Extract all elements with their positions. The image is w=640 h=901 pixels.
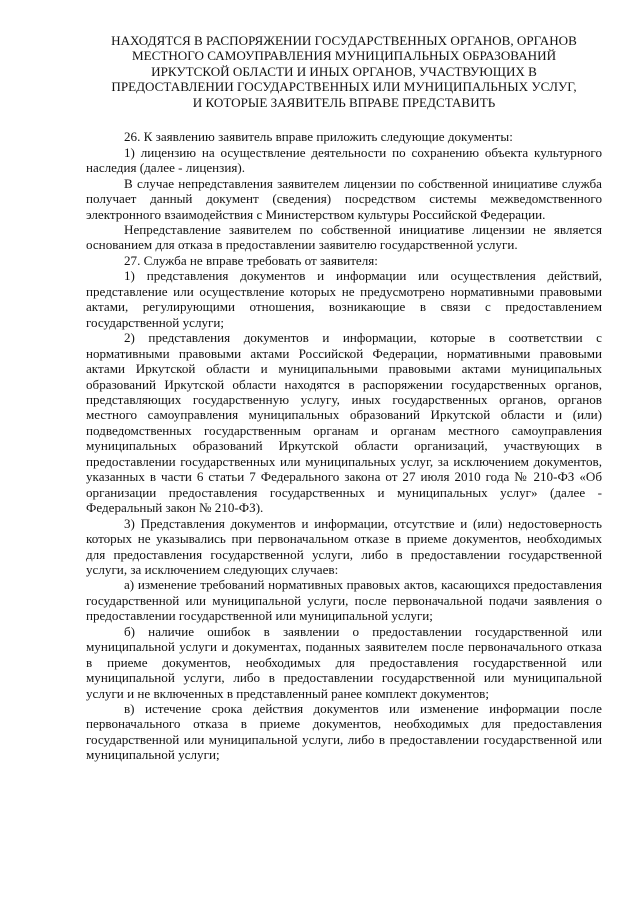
paragraph-non-submission: Непредставление заявителем по собственной инициативе лицензии не является основанием для отказа в предоставлении заявителю государственной услуги. (86, 221, 602, 253)
paragraph-26: 26. К заявлению заявитель вправе приложить следующие документы: (124, 129, 513, 145)
section-heading (86, 33, 602, 110)
paragraph-license-request: В случае непредставления заявителем лицензии по собственной инициативе служба получает данный документ (сведения) посредством системы межведомственного электронного взаимодействия с Министерством культуры Российской Федерации. (86, 175, 602, 222)
heading-line: НАХОДЯТСЯ В РАСПОРЯЖЕНИИ ГОСУДАРСТВЕННЫХ ОРГАНОВ, ОРГАНОВ (111, 33, 577, 48)
heading-line: ИРКУТСКОЙ ОБЛАСТИ И ИНЫХ ОРГАНОВ, УЧАСТВУЮЩИХ В (151, 63, 537, 79)
paragraph-26-item-1: 1) лицензию на осуществление деятельности по сохранению объекта культурного наследия (далее - лицензия). (86, 144, 602, 176)
heading-line: МЕСТНОГО САМОУПРАВЛЕНИЯ МУНИЦИПАЛЬНЫХ ОБРАЗОВАНИЙ (131, 48, 557, 64)
document-body (86, 129, 602, 763)
paragraph-27-item-3v: в) истечение срока действия документов или изменение информации после первоначального отказа в приеме документов, необходимых для предоставления государственной или муниципальной услуги, либо в предоставлении государственной или муниципальной услуги; (86, 701, 602, 763)
paragraph-27-item-3a: а) изменение требований нормативных правовых актов, касающихся предоставления государственной или муниципальной услуги, после первоначальной подачи заявления о предоставлении государственной или муниципальной услуги; (86, 577, 602, 624)
heading-line: И КОТОРЫЕ ЗАЯВИТЕЛЬ ВПРАВЕ ПРЕДСТАВИТЬ (192, 94, 496, 110)
paragraph-27-item-3b: б) наличие ошибок в заявлении о предоставлении государственной или муниципальной услуги и документах, поданных заявителем после первоначального отказа в приеме документов, необходимых для предоставления государственной или муниципальной услуги, либо в предоставлении государственной или муниципальной услуги и не включенных в представленный ранее комплект документов; (86, 623, 602, 701)
paragraph-27-item-3: 3) Представления документов и информации, отсутствие и (или) недостоверность которых не указывались при первоначальном отказе в приеме документов, необходимых для предоставления государственной услуги, либо в предоставлении государственной услуги, за исключением следующих случаев: (86, 515, 602, 577)
paragraph-27-item-1: 1) представления документов и информации или осуществления действий, представление или осуществление которых не предусмотрено нормативными правовыми актами, регулирующими отношения, возникающие в связи с предоставлением государственной услуги; (86, 268, 602, 330)
heading-line: ПРЕДОСТАВЛЕНИИ ГОСУДАРСТВЕННЫХ ИЛИ МУНИЦИПАЛЬНЫХ УСЛУГ, (111, 79, 577, 95)
paragraph-27-item-2: 2) представления документов и информации, которые в соответствии с нормативными правовыми актами Российской Федерации, нормативными правовыми актами Иркутской области и муниципальными правовыми актами муниципальных образований Иркутской области находятся в распоряжении государственных органов, представляющих государственную услугу, иных государственных органов, органов местного самоуправления муниципальных образований Иркутской области и (или) подведомственных государственным органам и органам местного самоуправления муниципальных образований Иркутской области организаций, участвующих в предоставлении государственных или муниципальных услуг, за исключением документов, указанных в части 6 статьи 7 Федерального закона от 27 июля 2010 года № 210-ФЗ «Об организации предоставления государственных и муниципальных услуг» (далее - Федеральный закон № 210-ФЗ). (86, 330, 602, 516)
paragraph-27: 27. Служба не вправе требовать от заявителя: (124, 252, 378, 268)
